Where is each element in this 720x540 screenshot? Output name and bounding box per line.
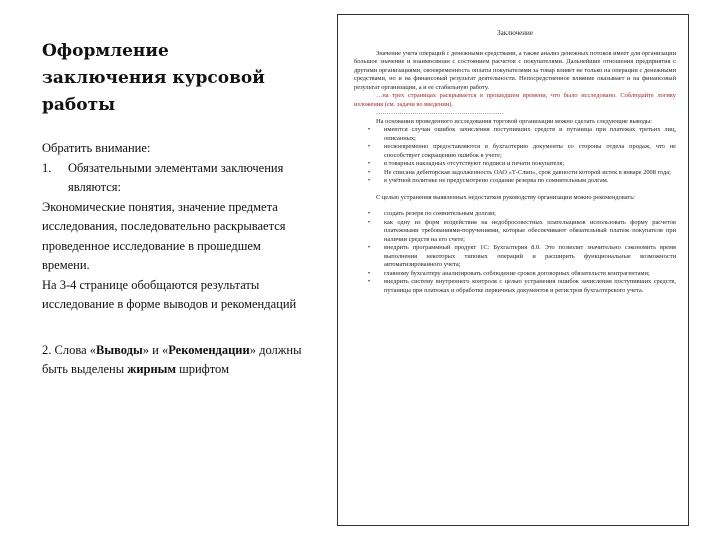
slide-title-line-1: Оформление: [42, 41, 169, 61]
document-page-preview: [337, 14, 689, 526]
item-text: Обязательными элементами заключения являются:: [68, 160, 284, 194]
bullet-icon: •: [367, 168, 371, 176]
slide-title-line-3: работы: [42, 95, 116, 115]
slide-title: [42, 38, 304, 119]
bullet-icon: •: [367, 269, 371, 277]
bullet-icon: •: [367, 177, 371, 184]
conclusion-item: • имеются случаи ошибок зачисления поступивших средств и путаница при платежах третьих лиц, описанных;: [354, 126, 676, 143]
item2-text-d: » должны быть выделены: [42, 342, 302, 376]
bullet-icon: •: [367, 278, 371, 285]
item2-text-e: шрифтом: [175, 361, 229, 376]
conclusion-item: • в учётной политике не предусмотрено создание резерва по сомнительным долгам.: [354, 177, 676, 186]
bullet-icon: •: [367, 126, 371, 133]
item2-text-a: 2. Слова «: [42, 342, 96, 357]
slide-left-column: [42, 38, 304, 379]
item2-bold-recommendations: Рекомендации: [168, 342, 250, 357]
document-paragraph-intro: Значение учета операций с денежными средствами, а также анализ денежных потоков имеет для организации большое значение и взаимосвязан с состоянием расчетов с покупателями. Дальнейшие отношения предприятия с другими организациями, своевременность оплаты покупателями за товар влияет не только на операции с денежными средствами, но и на финансовый результат деятельности. Непосредственное влияние оказывает и на финансовый результат организации, а и ее стабильную работу.: [354, 49, 676, 91]
recommendation-item: • как одну из форм воздействия на недобросовестных плательщиков использовать форму расчетов платежными требованиями-поручениями, которые обеспечивают обязательный платеж покупателя при наличии средств на его счете;: [354, 219, 676, 245]
slide-title-line-2: заключения курсовой: [42, 68, 265, 88]
bullet-icon: •: [367, 160, 371, 167]
recommendation-item: • создать резерв по сомнительным долгам;: [354, 210, 676, 219]
paragraph-concepts: Экономические понятия, значение предмета исследования, последовательно раскрывается проведенное исследование в прошедшем времени.: [42, 199, 286, 272]
numbered-item-2: [42, 341, 304, 379]
document-recommendations-lead: С целью устранения выявленных недостатков руководству организации можно рекомендовать:: [376, 193, 635, 201]
conclusion-item: • в товарных накладных отсутствуют подписи и печати покупателя;: [354, 160, 676, 169]
conclusion-item: • Не списана дебиторская задолженность ОАО «Т-Слип», срок давности которой истек в январе 2008 года;: [354, 169, 676, 178]
numbered-item-1: [42, 159, 304, 198]
item2-bold-conclusions: Выводы: [96, 342, 143, 357]
document-highlight-note: …на трех страницах раскрывается в прошедшем времени, что было исследовано. Соблюдайте логику изложения (см. задачи во введении).: [354, 92, 676, 108]
document-ellipsis: ……………………………………………………: [376, 109, 504, 116]
item2-text-c: » и «: [142, 342, 169, 357]
attention-block: [42, 139, 304, 315]
item-number: 1.: [42, 160, 52, 175]
bullet-icon: •: [367, 244, 371, 251]
recommendation-item: • внедрить программный продукт 1С: Бухгалтерия 8.0. Это позволит значительно сэкономить время выполнения некоторых типовых операций и расширить функциональные возможности автоматизированного учета;: [354, 244, 676, 270]
bullet-icon: •: [367, 143, 371, 150]
recommendation-item: • главному бухгалтеру анализировать соблюдение сроков договорных обязательств контрагентами;: [354, 270, 676, 279]
document-title: Заключение: [497, 29, 533, 37]
conclusion-item: • несвоевременно предоставляются в бухгалтерию документы со стороны отдела продаж, что не способствует сокращению ошибок в учете;: [354, 143, 676, 160]
paragraph-summary: На 3-4 странице обобщаются результаты исследование в форме выводов и рекомендаций: [42, 277, 297, 311]
recommendation-item: • внедрить систему внутреннего контроля с целью устранения ошибок зачисления поступивших средств, путаницы при платежах и обработке первичных документов и регистров бухгалтерского учета.: [354, 278, 676, 295]
attention-label: Обратить внимание:: [42, 141, 151, 155]
item2-bold-word: жирным: [127, 361, 176, 376]
bullet-icon: •: [367, 210, 371, 217]
bullet-icon: •: [367, 218, 371, 226]
document-conclusions-lead: На основании проведенного исследования торговой организации можно сделать следующие выводы:: [376, 117, 653, 125]
